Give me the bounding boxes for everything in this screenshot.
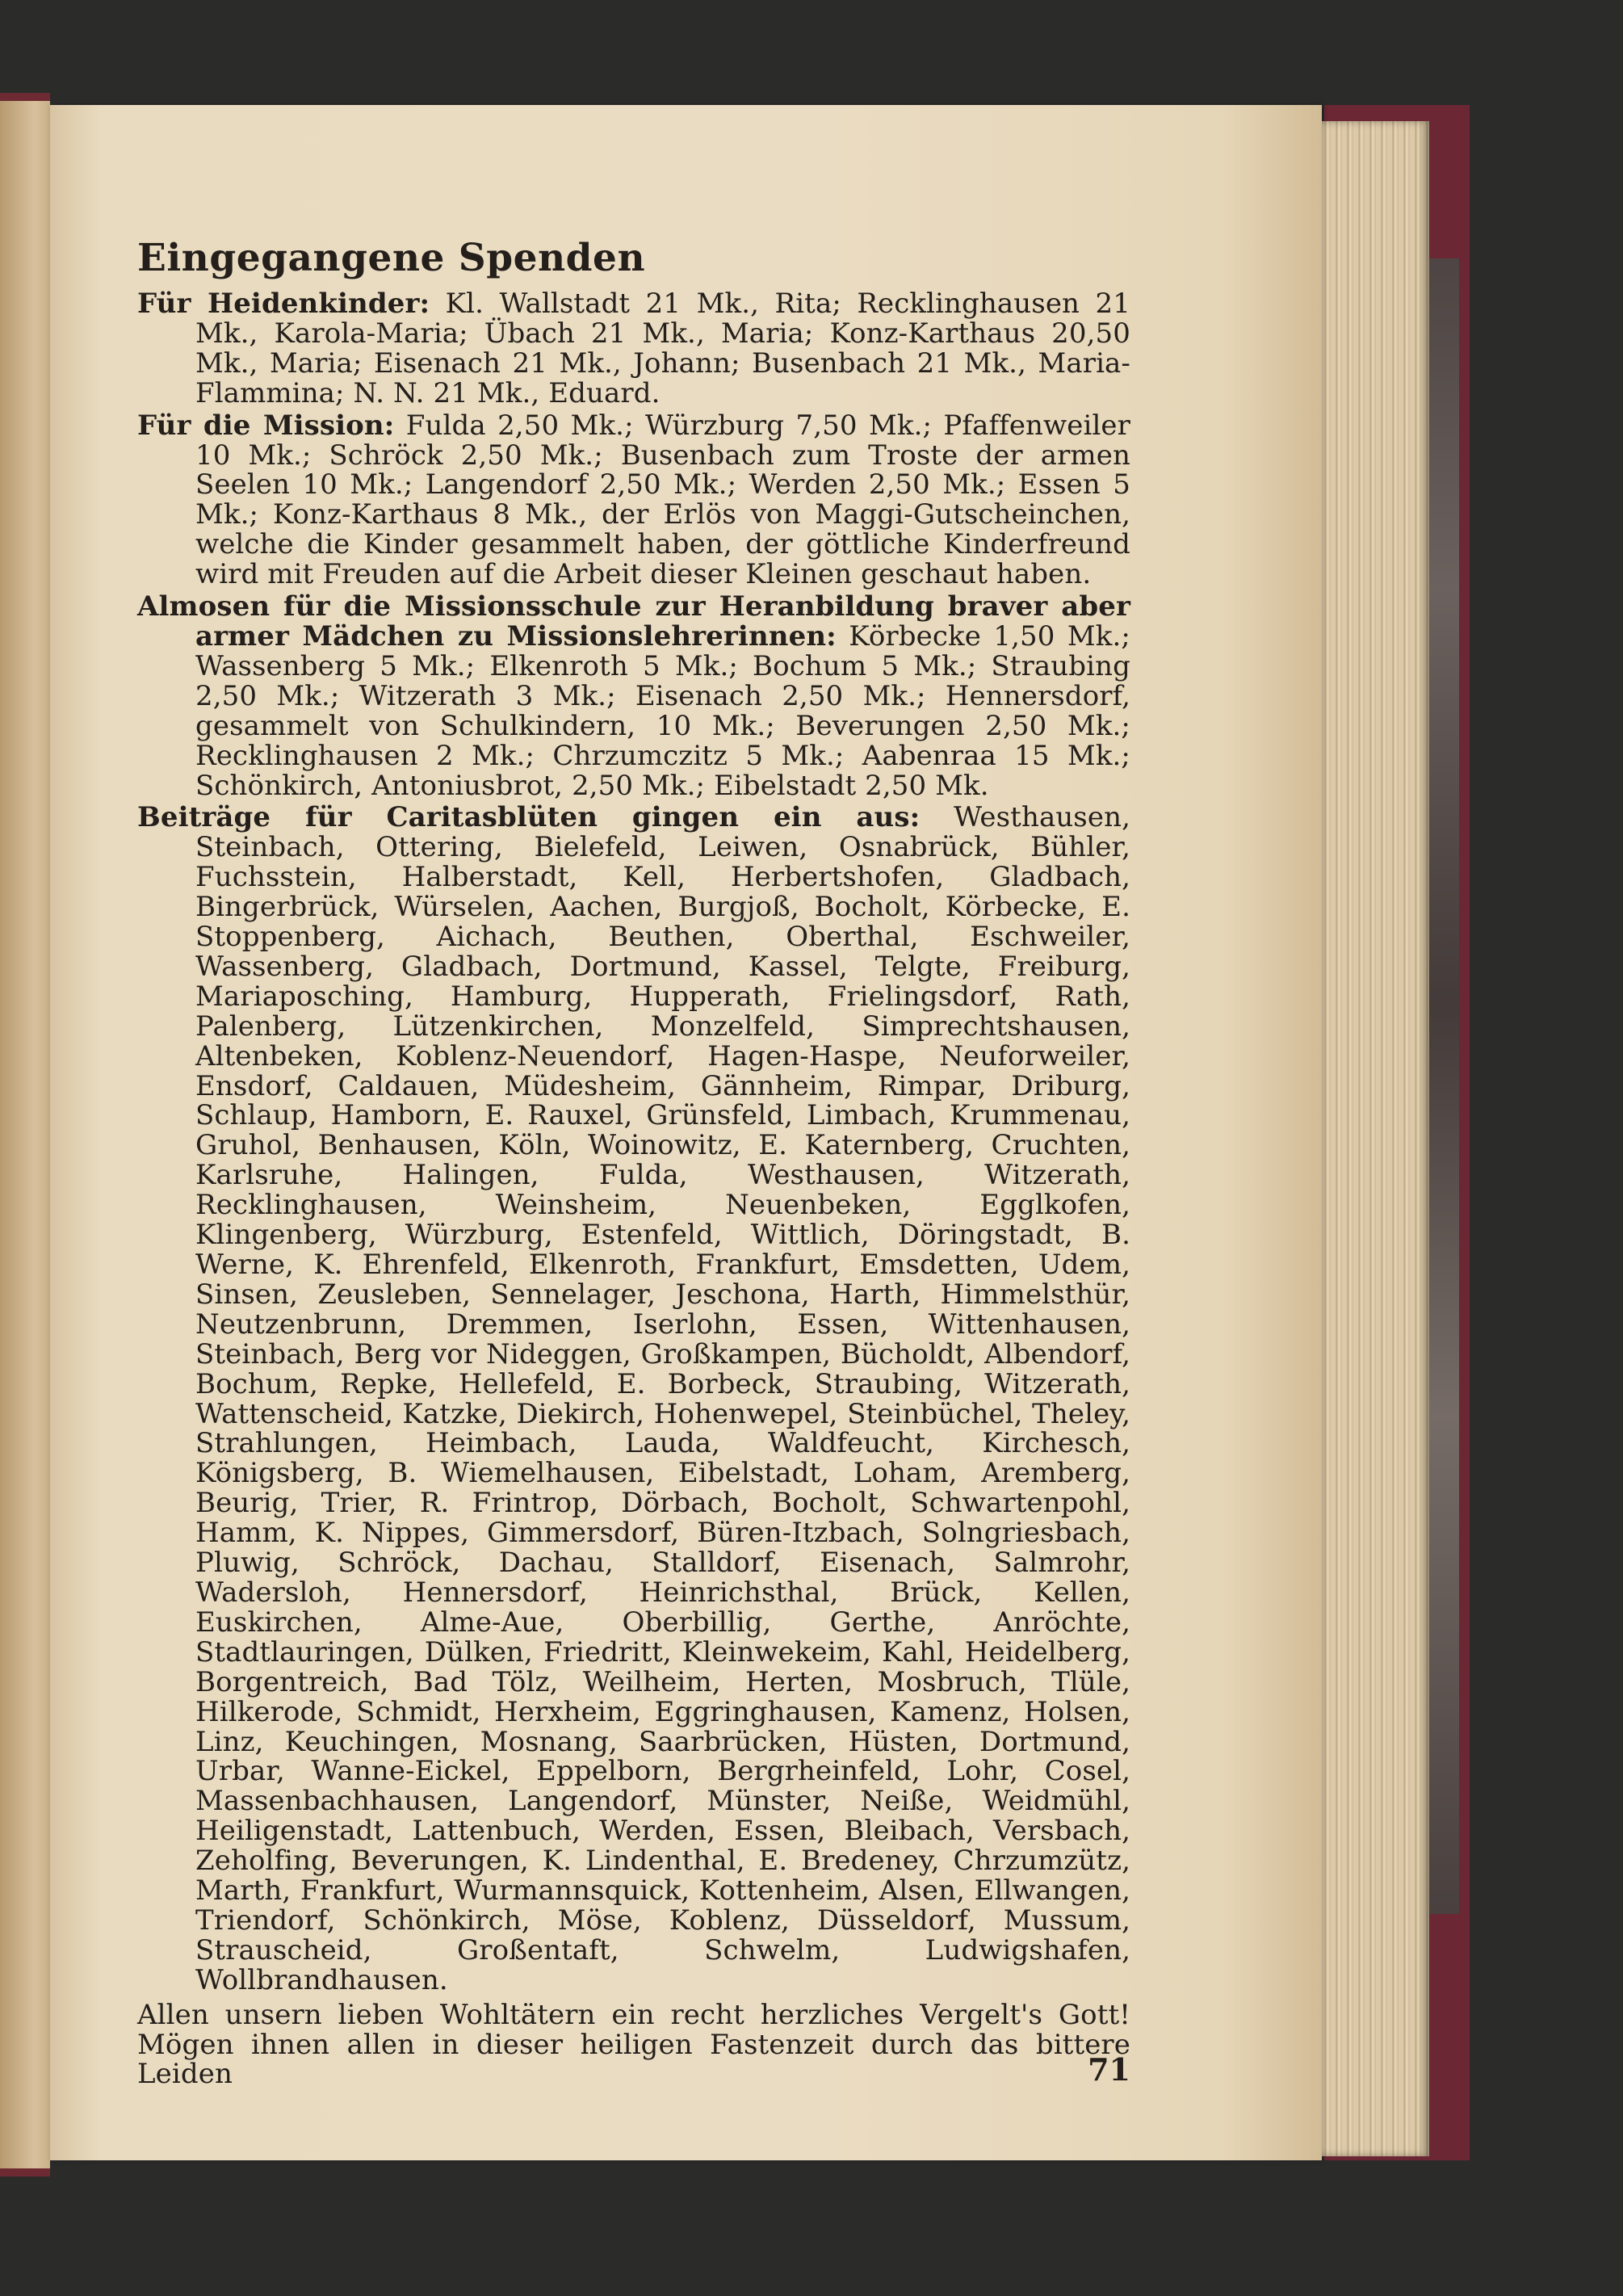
donation-section-mission: [137, 411, 1130, 590]
page-stack-edge: [1308, 121, 1429, 2156]
section-body: Fulda 2,50 Mk.; Würzburg 7,50 Mk.; Pfaffenweiler 10 Mk.; Schröck 2,50 Mk.; Busenbach zum Troste der armen Seelen 10 Mk.; Langendorf 2,50 Mk.; Werden 2,50 Mk.; Essen 5 Mk.; Konz-Karthaus 8 Mk., der Erlös von Maggi-Gutscheinchen, welche die Kinder gesammelt haben, der göttliche Kinderfreund wird mit Freuden auf die Arbeit dieser Kleinen geschaut haben.: [195, 409, 1130, 591]
section-heading: Almosen für die Missionsschule zur Heranbildung braver aber armer Mädchen zu Missionslehrerinnen:: [137, 590, 1130, 653]
section-body: Kl. Wallstadt 21 Mk., Rita; Recklinghausen 21 Mk., Karola-Maria; Übach 21 Mk., Maria; Konz-Karthaus 20,50 Mk., Maria; Eisenach 21 Mk., Johann; Busenbach 21 Mk., Maria-Flammina; N. N. 21 Mk., Eduard.: [195, 288, 1130, 409]
donation-section-caritasblueten: [137, 803, 1130, 1995]
section-heading: Für Heidenkinder:: [137, 288, 430, 320]
book-page: [50, 105, 1322, 2160]
donation-section-missionsschule: [137, 592, 1130, 800]
closing-text: Allen unsern lieben Wohltätern ein recht herzliches Vergelt's Gott! Mögen ihnen allen in dieser heiligen Fastenzeit durch das bittere Leiden: [137, 1998, 1130, 2091]
section-heading: Für die Mission:: [137, 409, 395, 442]
page-title: Eingegangene Spenden: [137, 236, 646, 280]
section-heading: Beiträge für Caritasblüten gingen ein aus:: [137, 801, 921, 834]
section-body: Westhausen, Steinbach, Ottering, Bielefeld, Leiwen, Osnabrück, Bühler, Fuchsstein, Halberstadt, Kell, Herbertshofen, Gladbach, Bingerbrück, Würselen, Aachen, Burgjoß, Bocholt, Körbecke, E. Stoppenberg, Aichach, Beuthen, Oberthal, Eschweiler, Wassenberg, Gladbach, Dortmund, Kassel, Telgte, Freiburg, Mariaposching, Hamburg, Hupperath, Frielingsdorf, Rath, Palenberg, Lützenkirchen, Monzelfeld, Simprechtshausen, Altenbeken, Koblenz-Neuendorf, Hagen-Haspe, Neuforweiler, Ensdorf, Caldauen, Müdesheim, Gännheim, Rimpar, Driburg, Schlaup, Hamborn, E. Rauxel, Grünsfeld, Limbach, Krummenau, Gruhol, Benhausen, Köln, Woinowitz, E. Katernberg, Cruchten, Karlsruhe, Halingen, Fulda, Westhausen, Witzerath, Recklinghausen, Weinsheim, Neuenbeken, Egglkofen, Klingenberg, Würzburg, Estenfeld, Wittlich, Döringstadt, B. Werne, K. Ehrenfeld, Elkenroth, Frankfurt, Emsdetten, Udem, Sinsen, Zeusleben, Sennelager, Jeschona, Harth, Himmelsthür, Neutzenbrunn, Dremmen, Iserlohn, Essen, Wittenhausen, Steinbach, Berg vor Nideggen, Großkampen, Bücholdt, Albendorf, Bochum, Repke, Hellefeld, E. Borbeck, Straubing, Witzerath, Wattenscheid, Katzke, Diekirch, Hohenwepel, Steinbüchel, Theley, Strahlungen, Heimbach, Lauda, Waldfeucht, Kirchesch, Königsberg, B. Wiemelhausen, Eibelstadt, Loham, Aremberg, Beurig, Trier, R. Frintrop, Dörbach, Bocholt, Schwartenpohl, Hamm, K. Nippes, Gimmersdorf, Büren-Itzbach, Solngriesbach, Pluwig, Schröck, Dachau, Stalldorf, Eisenach, Salmrohr, Wadersloh, Hennersdorf, Heinrichsthal, Brück, Kellen, Euskirchen, Alme-Aue, Oberbillig, Gerthe, Anröchte, Stadtlauringen, Dülken, Friedritt, Kleinwekeim, Kahl, Heidelberg, Borgentreich, Bad Tölz, Weilheim, Herten, Mosbruch, Tlüle, Hilkerode, Schmidt, Herxheim, Eggringhausen, Kamenz, Holsen, Linz, Keuchingen, Mosnang, Saarbrücken, Hüsten, Dortmund, Urbar, Wanne-Eickel, Eppelborn, Bergrheinfeld, Lohr, Cosel, Massenbachhausen, Langendorf, Münster, Neiße, Weidmühl, Heiligenstadt, Lattenbuch, Werden, Essen, Bleibach, Versbach, Zeholfing, Beverungen, K. Lindenthal, E. Bredeney, Chrzumzütz, Marth, Frankfurt, Wurmannsquick, Kottenheim, Alsen, Ellwangen, Triendorf, Schönkirch, Möse, Koblenz, Düsseldorf, Mussum, Strauscheid, Großentaft, Schwelm, Ludwigshafen, Wollbrandhausen.: [195, 801, 1130, 1996]
donation-section-heidenkinder: [137, 289, 1130, 409]
marbled-cover: [1425, 258, 1459, 1914]
page-number: 71: [1088, 2051, 1130, 2088]
section-body: Körbecke 1,50 Mk.; Wassenberg 5 Mk.; Elkenroth 5 Mk.; Bochum 5 Mk.; Straubing 2,50 Mk.; Witzerath 3 Mk.; Eisenach 2,50 Mk.; Hennersdorf, gesammelt von Schulkindern, 10 Mk.; Beverungen 2,50 Mk.; Recklinghausen 2 Mk.; Chrzumczitz 5 Mk.; Aabenraa 15 Mk.; Schönkirch, Antoniusbrot, 2,50 Mk.; Eibelstadt 2,50 Mk.: [195, 619, 1130, 802]
page-text: [137, 236, 1130, 2089]
facing-page-edge: [0, 93, 50, 2176]
